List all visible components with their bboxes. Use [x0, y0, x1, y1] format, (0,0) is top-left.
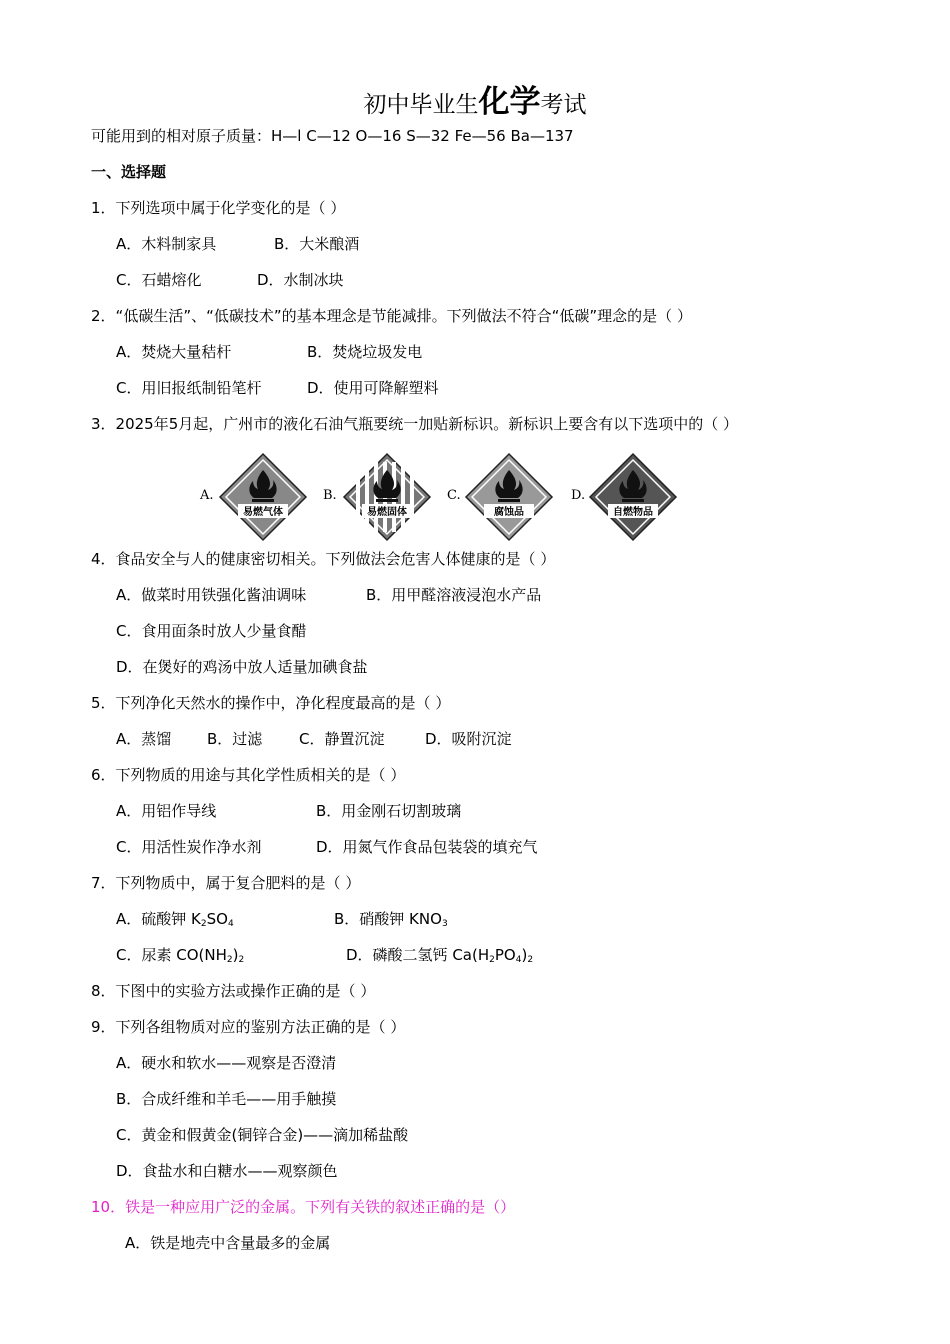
sign-letter-2: B. — [323, 488, 337, 503]
q4-option-c: C．食用面条时放人少量食醋 — [116, 622, 307, 640]
hazard-sign-1-label: 易燃气体 — [243, 507, 283, 518]
question-4-stem: 4．食品安全与人的健康密切相关。下列做法会危害人体健康的是（ ） — [91, 550, 556, 568]
title-prefix: 初中毕业生 — [363, 92, 479, 118]
q7-option-c: C．尿素 $CO(NH_2)_2$ — [116, 946, 245, 965]
hazard-sign-4-label: 自燃物品 — [613, 507, 653, 518]
q1-option-a: A．木料制家具 — [116, 235, 217, 253]
title-suffix: 考试 — [540, 92, 587, 118]
q5-option-b: B．过滤 — [207, 730, 263, 748]
q2-option-b: B．焚烧垃圾发电 — [307, 343, 423, 361]
sign-letter-1: A. — [200, 488, 214, 503]
q1-option-d: D．水制冰块 — [257, 271, 344, 289]
q9-option-c: C．黄金和假黄金(铜锌合金)——滴加稀盐酸 — [116, 1126, 409, 1144]
q2-option-c: C．用旧报纸制铅笔杆 — [116, 379, 262, 397]
q1-option-b: B．大米酿酒 — [274, 235, 360, 253]
q7-option-d: D．磷酸二氢钙 $Ca(H_2PO_4)_2$ — [346, 946, 534, 965]
q2-option-d: D．使用可降解塑料 — [307, 379, 439, 397]
sign-letter-4: D. — [571, 488, 586, 503]
question-3-stem: 3．2025年5月起，广州市的液化石油气瓶要统一加贴新标识。新标识上要含有以下选项中的（ ） — [91, 415, 739, 433]
q9-option-b: B．合成纤维和羊毛——用手触摸 — [116, 1090, 337, 1108]
q5-option-c: C．静置沉淀 — [299, 730, 385, 748]
hazard-sign-3-icon — [464, 452, 554, 542]
question-7-stem: 7．下列物质中，属于复合肥料的是（ ） — [91, 874, 361, 892]
question-10-stem: 10．铁是一种应用广泛的金属。下列有关铁的叙述正确的是（） — [91, 1198, 516, 1216]
question-5-stem: 5．下列净化天然水的操作中，净化程度最高的是（ ） — [91, 694, 451, 712]
question-8-stem: 8．下图中的实验方法或操作正确的是（ ） — [91, 982, 376, 1000]
hazard-sign-2-label: 易燃固体 — [367, 507, 407, 518]
q6-option-b: B．用金刚石切割玻璃 — [316, 802, 462, 820]
question-9-stem: 9．下列各组物质对应的鉴别方法正确的是（ ） — [91, 1018, 406, 1036]
question-6-stem: 6．下列物质的用途与其化学性质相关的是（ ） — [91, 766, 406, 784]
exam-title — [0, 82, 950, 125]
q1-option-c: C．石蜡熔化 — [116, 271, 202, 289]
q10-option-a: A．铁是地壳中含量最多的金属 — [125, 1234, 331, 1252]
section-heading: 一、选择题 — [91, 163, 167, 181]
q6-option-d: D．用氮气作食品包装袋的填充气 — [316, 838, 538, 856]
hazard-sign-1-icon — [218, 452, 308, 542]
q4-option-a: A．做菜时用铁强化酱油调味 — [116, 586, 307, 604]
q6-option-a: A．用铝作导线 — [116, 802, 217, 820]
sign-letter-3: C. — [447, 488, 461, 503]
hazard-sign-4-icon — [588, 452, 678, 542]
q9-option-d: D．食盐水和白糖水——观察颜色 — [116, 1162, 338, 1180]
hazard-sign-2-icon — [342, 452, 432, 542]
atomic-masses-line: 可能用到的相对原子质量：H—l C—12 O—16 S—32 Fe—56 Ba—137 — [91, 127, 574, 145]
q4-option-b: B．用甲醛溶液浸泡水产品 — [366, 586, 542, 604]
q7-option-b: B．硝酸钾 $KNO_3$ — [334, 910, 448, 929]
q5-option-a: A．蒸馏 — [116, 730, 172, 748]
question-1-stem: 1．下列选项中属于化学变化的是（ ） — [91, 199, 346, 217]
q9-option-a: A．硬水和软水——观察是否澄清 — [116, 1054, 337, 1072]
q2-option-a: A．焚烧大量秸杆 — [116, 343, 232, 361]
q5-option-d: D．吸附沉淀 — [425, 730, 512, 748]
hazard-sign-3-label: 腐蚀品 — [494, 507, 524, 518]
question-2-stem: 2．“低碳生活”、“低碳技术”的基本理念是节能减排。下列做法不符合“低碳”理念的是（ ） — [91, 307, 692, 325]
q7-option-a: A．硫酸钾 $K_2SO_4$ — [116, 910, 234, 929]
title-subject: 化学 — [478, 84, 541, 120]
q6-option-c: C．用活性炭作净水剂 — [116, 838, 262, 856]
q4-option-d: D．在煲好的鸡汤中放人适量加碘食盐 — [116, 658, 368, 676]
